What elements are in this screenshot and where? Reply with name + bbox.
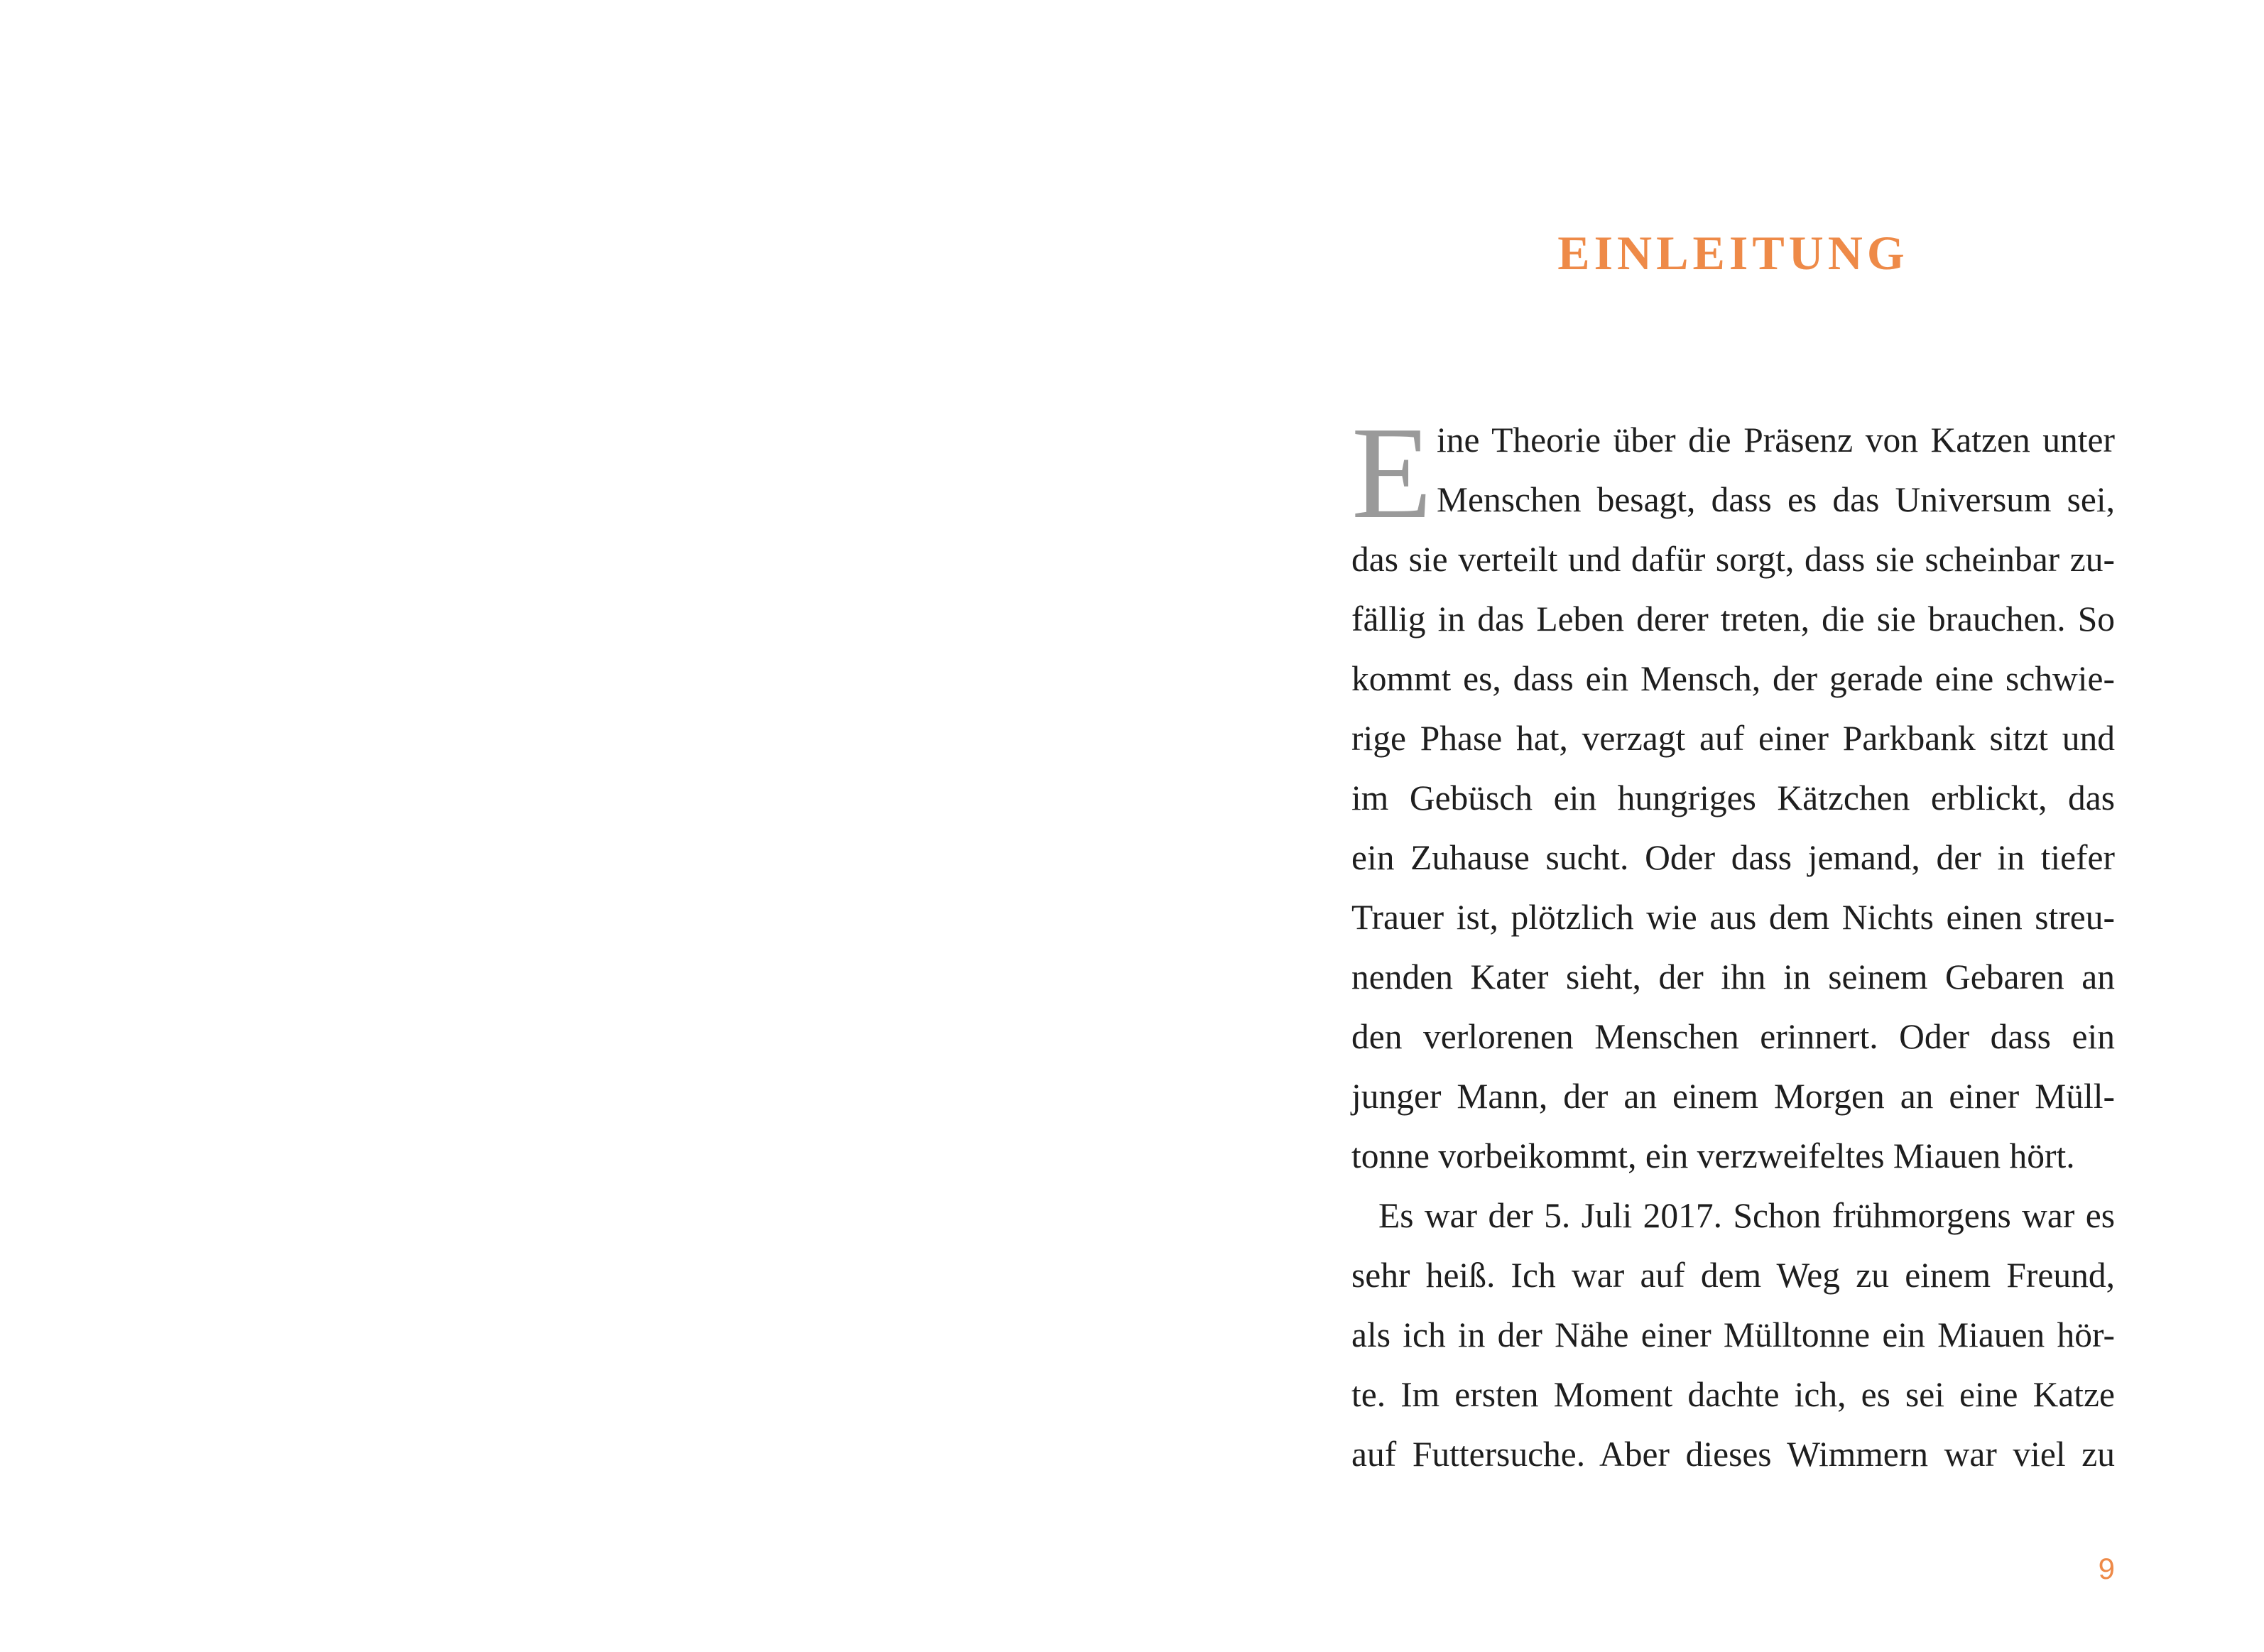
text-line: ein Zuhause sucht. Oder dass jemand, der in tiefer (1351, 838, 2115, 877)
text-line: rige Phase hat, verzagt auf einer Parkbank sitzt und (1351, 719, 2115, 758)
text-line: das sie verteilt und dafür sorgt, dass sie scheinbar zu- (1351, 540, 2115, 579)
page-number: 9 (2098, 1552, 2115, 1585)
body-text (1351, 400, 2115, 1484)
text-line: auf Futtersuche. Aber dieses Wimmern war viel zu (1351, 1435, 2115, 1474)
text-line: den verlorenen Menschen erinnert. Oder dass ein (1351, 1017, 2115, 1056)
text-line: sehr heiß. Ich war auf dem Weg zu einem Freund, (1351, 1256, 2115, 1295)
text-line: junger Mann, der an einem Morgen an einer Müll- (1351, 1077, 2115, 1116)
text-line: ine Theorie über die Präsenz von Katzen unter (1437, 420, 2115, 460)
text-line: kommt es, dass ein Mensch, der gerade eine schwie- (1351, 659, 2115, 698)
text-line: tonne vorbeikommt, ein verzweifeltes Miauen hört. (1351, 1136, 2075, 1175)
drop-cap: E (1351, 400, 1432, 546)
text-line: te. Im ersten Moment dachte ich, es sei eine Katze (1351, 1375, 2115, 1414)
text-line: als ich in der Nähe einer Mülltonne ein Miauen hör- (1351, 1315, 2115, 1354)
text-line: Menschen besagt, dass es das Universum sei, (1437, 480, 2115, 519)
text-line: im Gebüsch ein hungriges Kätzchen erblickt, das (1351, 778, 2115, 817)
chapter-title: EINLEITUNG (1557, 226, 1909, 280)
text-line: Trauer ist, plötzlich wie aus dem Nichts einen streu- (1351, 898, 2115, 937)
text-line: nenden Kater sieht, der ihn in seinem Gebaren an (1351, 957, 2115, 996)
text-line: fällig in das Leben derer treten, die sie brauchen. So (1351, 599, 2115, 638)
text-line: Es war der 5. Juli 2017. Schon frühmorgens war es (1378, 1196, 2115, 1235)
